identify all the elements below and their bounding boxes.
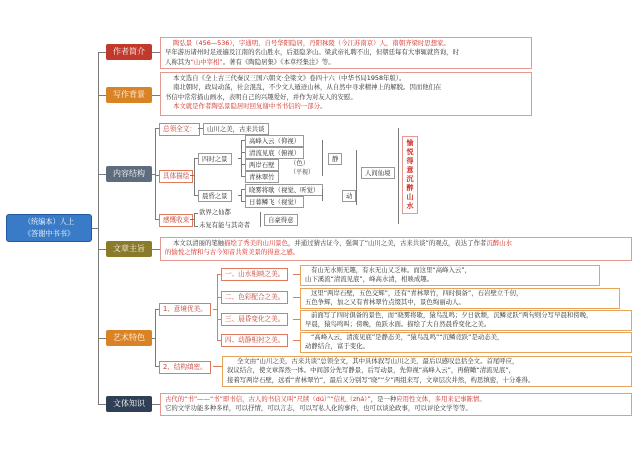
- s2-text-line-1: 这里“两岸石壁，五色交辉”，还有“青林翠竹，四时俱备”，石岩壁立千仞，: [311, 289, 523, 297]
- root-line-2: 《答谢中书书》: [23, 229, 75, 238]
- vertical-char-3: 得: [406, 157, 414, 165]
- author-box: [160, 37, 532, 69]
- vertical-bracket: [398, 128, 399, 224]
- s1-text-box: [300, 265, 600, 286]
- vertical-char-5: 沉: [406, 175, 414, 183]
- author-line-1: 陶弘景（456—536），字通明，自号华阳隐居，丹阳秣陵（今江苏南京）人，南朝齐梁时思想家。: [173, 39, 450, 47]
- s1-text-link: [293, 274, 300, 275]
- dong-node: 动: [342, 190, 356, 202]
- knowledge-link: [152, 404, 160, 405]
- background-box: [160, 72, 532, 116]
- s2-text-box: [300, 288, 620, 309]
- branch-background: [98, 95, 106, 96]
- background-line-3: 书信中常常描山画水，表明自己的兴趣爱好，并作为对友人的安慰。: [165, 92, 357, 101]
- renjian-node: 人间仙境: [361, 167, 395, 179]
- p2-text-line-1: 全文由“山川之美，古来共谈”总领全文，其中具体叙写山川之美，最后以感叹总括全文。首尾呼应，: [237, 357, 519, 365]
- art-sub-2: 二、色彩配合之美。: [221, 291, 288, 304]
- root-line-1: （统编本）人上: [23, 217, 75, 226]
- art-point-2: 2、结构缜密。: [159, 361, 211, 374]
- trunk-vertical: [98, 52, 99, 404]
- s4-text-link: [293, 340, 300, 341]
- vertical-char-1: 愉: [406, 139, 414, 147]
- theme-box: [160, 237, 632, 261]
- category-art: 艺术特色: [106, 330, 152, 346]
- s2-text-line-2: 五色争辉，加之又有青林翠竹点缀其中，景色绚丽动人。: [305, 298, 465, 307]
- author-line-2: 早年游历诸州时足迹遍及江南的名山胜水，后退隐茅山。梁武帝礼聘不出，但朝廷每有大事辄就咨询，时: [165, 48, 459, 57]
- item-mist: 晓雾将歇（视觉、听觉）: [245, 184, 323, 196]
- morn-vertical: [241, 189, 242, 201]
- knowledge-line-1: 古代的“书”——“书”即书信，古人的书信又叫“尺牍（dú）”“信札（zhá）”，是一种应用性文体，多用来记事陈情。: [165, 395, 486, 403]
- vertical-char-4: 意: [406, 166, 414, 174]
- item-fish: 日暮鳞飞（视觉）: [245, 196, 304, 208]
- art-point-1: 1、意境优美。: [159, 303, 211, 316]
- s4-text-box: [300, 332, 632, 353]
- art-vertical: [155, 309, 156, 366]
- theme-link: [152, 249, 160, 250]
- p1-vertical: [217, 274, 218, 340]
- knowledge-line-2: 它的文学功能多种多样，可以抒情，可以言志，可以写私人化的事件，也可以谈论政事，可以评论文学等等。: [165, 404, 472, 413]
- dong-bracket: [322, 189, 323, 201]
- p2-text-line-2: 叙议结合，使文章浑然一体。中间部分先写静景，后写动景，先仰视“高峰入云”，再俯瞰“清流见底”，: [227, 366, 516, 375]
- p2-link: [213, 366, 222, 367]
- art-sub-1: 一、山水相映之美。: [221, 268, 288, 281]
- theme-line-1: 本文以清丽的笔触描绘了秀美的山川景色，并通过猜古证今，强调了“山川之美，古来共谈”的观点，表达了作者沉醉山水: [173, 239, 512, 247]
- vertical-char-6: 醉: [406, 184, 414, 192]
- author-link: [152, 52, 160, 53]
- category-knowledge: 文体知识: [106, 396, 152, 412]
- s1-text-line-1: 有山无水则无趣，有水无山又乏味。而这里“高峰入云”，: [311, 266, 471, 274]
- static-note: （平视）: [290, 169, 315, 176]
- feeling-tick-2: [194, 226, 198, 227]
- four-vertical: [241, 140, 242, 176]
- none-text: 未复有能与其奇者: [199, 221, 251, 229]
- s4-text-line-1: “高峰入云，清流见底”是静态美，“猿鸟乱鸣”“沉鳞竞跃”是动态美，: [311, 333, 504, 341]
- category-structure: 内容结构: [106, 166, 152, 182]
- branch-theme: [98, 249, 106, 250]
- category-author: 作者简介: [106, 44, 152, 60]
- s4-text-line-2: 动静结合，富于变化。: [305, 342, 369, 351]
- p2-text-line-3: 接着写两岸石壁，远看“青林翠竹”，最后又分别写“晓”“夕”两组来写，文章层次井然，构思缜密，十分难得。: [227, 375, 535, 384]
- s3-text-line-2: 早晨，猿鸟鸣叫；傍晚，鱼跃水面。描绘了大自然晨昏变化之美。: [305, 320, 491, 329]
- background-line-1: 本文选自《全上古三代秦汉三国六朝文·全梁文》卷四十六（中华书局1958年版）。: [173, 74, 406, 82]
- author-line-3: 人称其为“山中宰相”。著有《陶隐居集》《本草经集注》等。: [165, 57, 335, 66]
- vertical-char-2: 悦: [406, 148, 414, 156]
- item-cliffs: 两岸石壁: [245, 159, 279, 171]
- category-theme: 文章主旨: [106, 241, 152, 257]
- proud-bracket: [260, 212, 261, 227]
- theme-line-2: 的愉悦之情和与古今知音共赏美景的得意之感。: [165, 248, 300, 257]
- s1-text-line-2: 山下溪流“清流见底”，峰高水清，相映成趣。: [305, 275, 434, 284]
- item-bamboo: 青林翠竹: [245, 171, 279, 183]
- feeling-label: 感慨收束: [159, 214, 193, 227]
- four-seasons-node: 四时之景: [198, 153, 232, 165]
- background-line-4: 本文就是作者陶弘景隐居时回复谢中书书信的一部分。: [173, 102, 327, 111]
- renjian-bracket: [356, 150, 357, 205]
- s2-text-link: [293, 297, 300, 298]
- structure-vertical: [155, 128, 156, 220]
- background-link: [152, 95, 160, 96]
- art-sub-4: 四、动静相衬之美。: [221, 334, 288, 347]
- knowledge-box: [160, 393, 632, 416]
- root-node: [6, 214, 92, 242]
- branch-knowledge: [98, 404, 106, 405]
- feeling-vertical: [194, 213, 195, 226]
- s3-text-link: [293, 319, 300, 320]
- concrete-vertical: [194, 158, 195, 195]
- vertical-text-box: [402, 136, 418, 214]
- s3-text-line-1: 前面写了四时俱备的景色，而“晓雾将歇，猿鸟乱鸣；夕日欲颓，沉鳞竞跃”两句则分写早晨和傍晚，: [311, 311, 593, 319]
- vertical-char-8: 水: [406, 202, 414, 210]
- branch-structure: [98, 174, 106, 175]
- general-value: 山川之美，古来共谈: [203, 123, 269, 135]
- feeling-tick-1: [194, 213, 198, 214]
- jing-node: 静: [328, 153, 342, 165]
- jing-bracket: [322, 140, 323, 176]
- since-text: 欲界之仙都: [199, 208, 231, 216]
- vertical-char-7: 山: [406, 193, 414, 201]
- branch-author: [98, 52, 106, 53]
- item-stream: 清流见底（俯视）: [245, 147, 304, 159]
- morn-eve-node: 晨昏之景: [198, 190, 232, 202]
- category-background: 写作背景: [106, 87, 152, 103]
- concrete-label: 具体描绘: [159, 170, 193, 183]
- general-label: 总领全文：: [159, 123, 200, 136]
- branch-art: [98, 338, 106, 339]
- background-line-2: 南北朝时，政局动荡，社会混乱，不少文人遁迹山林，从自然中寻求精神上的解脱。因而他们在: [173, 83, 442, 92]
- s3-text-box: [300, 310, 632, 331]
- art-sub-3: 三、晨昏变化之美。: [221, 313, 288, 326]
- p2-text-box: [222, 356, 632, 387]
- item-peaks: 高峰入云（仰视）: [245, 135, 304, 147]
- proud-node: 自豪得意: [264, 214, 298, 226]
- colors-note: （色）: [290, 159, 310, 167]
